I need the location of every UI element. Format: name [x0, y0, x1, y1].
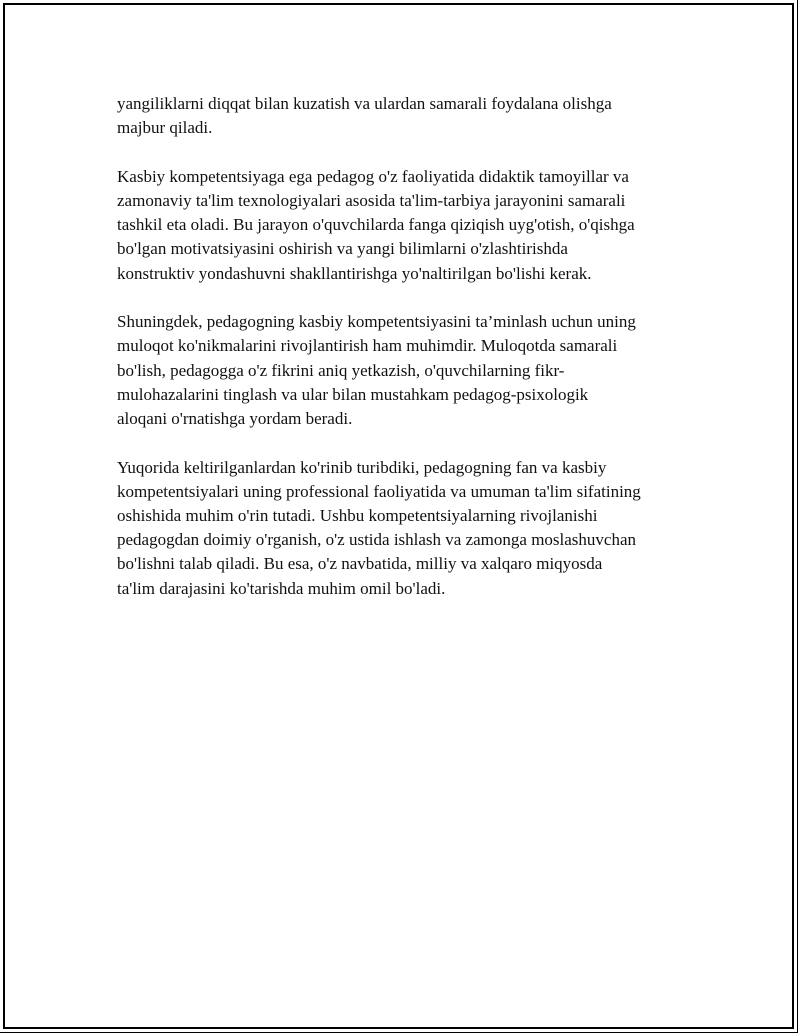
- document-body: [117, 92, 707, 625]
- paragraph-4: Yuqorida keltirilganlardan ko'rinib turibdiki, pedagogning fan va kasbiy kompetentsiyalari uning professional faoliyatida va umuman ta'lim sifatining oshishida muhim o'rin tutadi. Ushbu kompetentsiyalarning rivojlanishi pedagogdan doimiy o'rganish, o'z ustida ishlash va zamonga moslashuvchan bo'lishni talab qiladi. Bu esa, o'z navbatida, milliy va xalqaro miqyosda ta'lim darajasini ko'tarishda muhim omil bo'ladi.: [117, 457, 641, 598]
- paragraph-3: Shuningdek, pedagogning kasbiy kompetentsiyasini ta’minlash uchun uning muloqot ko'nikmalarini rivojlantirish ham muhimdir. Muloqotda samarali bo'lish, pedagogga o'z fikrini aniq yetkazish, o'quvchilarning fikr- mulohazalarini tinglash va ular bilan mustahkam pedagog-psixologik aloqani o'rnatishga yordam beradi.: [117, 312, 636, 429]
- paragraph-2: Kasbiy kompetentsiyaga ega pedagog o'z faoliyatida didaktik tamoyillar va zamonaviy ta'lim texnologiyalari asosida ta'lim-tarbiya jarayonini samarali tashkil eta oladi. Bu jarayon o'quvchilarda fanga qiziqish uyg'otish, o'qishga bo'lgan motivatsiyasini oshirish va yangi bilimlarni o'zlashtirishda konstruktiv yondashuvni shakllantirishga yo'naltirilgan bo'lishi kerak.: [117, 166, 635, 283]
- paragraph-1: yangiliklarni diqqat bilan kuzatish va ulardan samarali foydalana olishga majbur qiladi.: [117, 94, 612, 138]
